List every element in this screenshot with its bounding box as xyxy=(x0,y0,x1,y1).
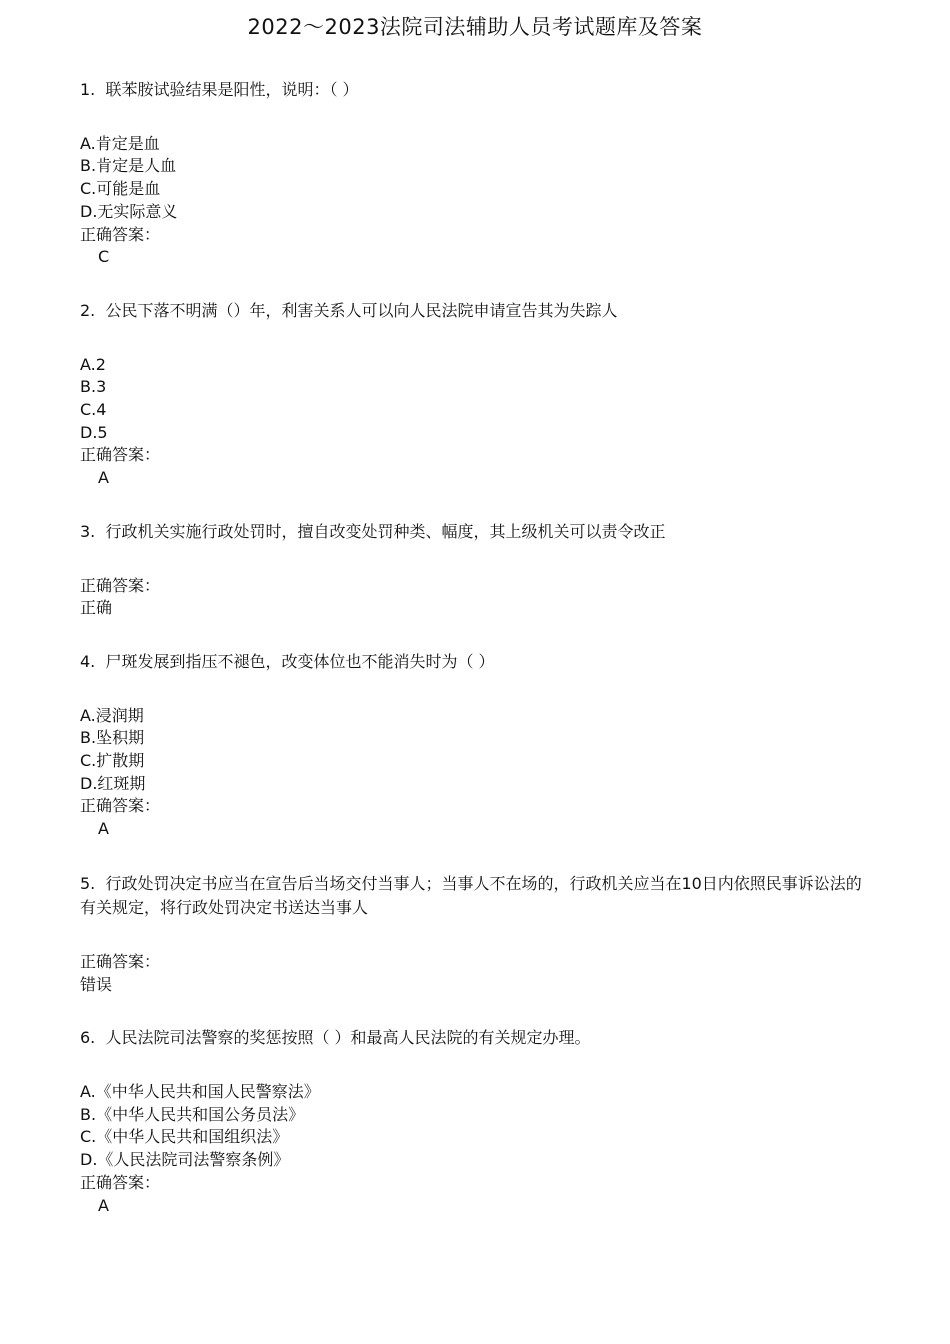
option-c: C.扩散期 xyxy=(80,751,145,771)
option-b: B.肯定是人血 xyxy=(80,156,177,176)
option-d: D.《人民法院司法警察条例》 xyxy=(80,1150,290,1170)
option-b: B.3 xyxy=(80,377,107,397)
question-list xyxy=(80,79,880,1217)
option-d: D.无实际意义 xyxy=(80,201,178,221)
question-1 xyxy=(80,79,880,269)
question-stem: 5. 行政处罚决定书应当在宣告后当场交付当事人；当事人不在场的，行政机关应当在10日内依照民事诉讼法的有关规定，将行政处罚决定书送达当事人 xyxy=(80,873,862,917)
option-c: C.4 xyxy=(80,400,107,420)
option-a: A.浸润期 xyxy=(80,705,144,725)
option-d: D.5 xyxy=(80,422,108,442)
question-6 xyxy=(80,1027,880,1217)
answer-label: 正确答案： xyxy=(80,575,161,595)
option-b: B.坠积期 xyxy=(80,728,145,748)
question-stem: 6. 人民法院司法警察的奖惩按照（ ）和最高人民法院的有关规定办理。 xyxy=(80,1028,591,1048)
option-c: C.可能是血 xyxy=(80,179,161,199)
answer-label: 正确答案： xyxy=(80,224,161,244)
answer-value: A xyxy=(98,819,109,839)
question-stem: 4. 尸斑发展到指压不褪色，改变体位也不能消失时为（ ） xyxy=(80,651,495,671)
option-a: A.2 xyxy=(80,354,106,374)
question-4 xyxy=(80,651,880,841)
option-c: C.《中华人民共和国组织法》 xyxy=(80,1127,289,1147)
option-a: A.肯定是血 xyxy=(80,133,160,153)
question-stem: 3. 行政机关实施行政处罚时，擅自改变处罚种类、幅度，其上级机关可以责令改正 xyxy=(80,521,666,541)
question-5 xyxy=(80,872,880,996)
answer-label: 正确答案： xyxy=(80,1172,161,1192)
answer-value: C xyxy=(98,247,110,267)
option-a: A.《中华人民共和国人民警察法》 xyxy=(80,1081,320,1101)
answer-label: 正确答案： xyxy=(80,445,161,465)
question-3 xyxy=(80,521,880,620)
question-stem: 1. 联苯胺试验结果是阳性，说明：（ ） xyxy=(80,80,359,99)
answer-value: 错误 xyxy=(80,974,113,994)
option-d: D.红斑期 xyxy=(80,773,146,793)
page-title: 2022～2023法院司法辅助人员考试题库及答案 xyxy=(247,15,703,39)
question-2 xyxy=(80,300,880,490)
option-b: B.《中华人民共和国公务员法》 xyxy=(80,1104,305,1124)
answer-value: A xyxy=(98,1195,109,1215)
answer-value: 正确 xyxy=(80,598,113,618)
question-stem: 2. 公民下落不明满（）年，利害关系人可以向人民法院申请宣告其为失踪人 xyxy=(80,300,618,320)
answer-value: A xyxy=(98,468,109,488)
answer-label: 正确答案： xyxy=(80,951,161,971)
answer-label: 正确答案： xyxy=(80,796,161,816)
